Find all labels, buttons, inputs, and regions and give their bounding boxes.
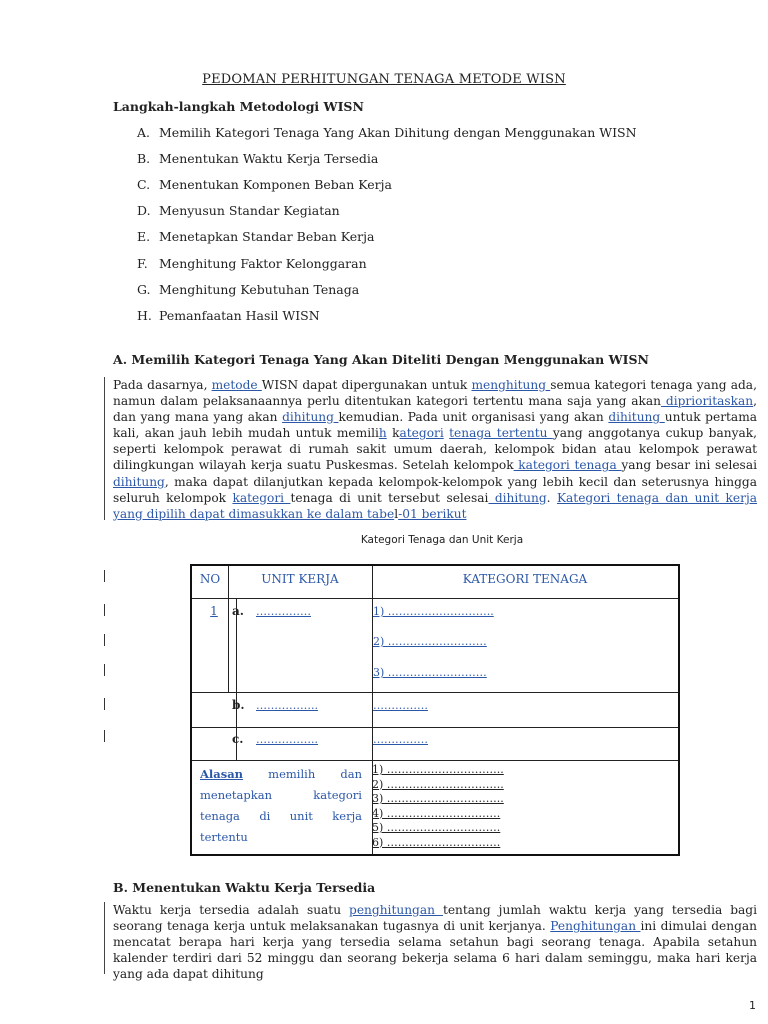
alasan-rest: memilih dan menetapkan kategori tenaga di unit kerja tertentu bbox=[200, 767, 362, 844]
text-run: k bbox=[386, 426, 400, 441]
text-run: . bbox=[546, 490, 557, 505]
sub-label-b: b. bbox=[232, 698, 245, 712]
table-caption: Kategori Tenaga dan Unit Kerja bbox=[360, 534, 524, 546]
kategori-a-2: 2) ……………………… bbox=[373, 635, 487, 648]
step-text: Pemanfaatan Hasil WISN bbox=[159, 308, 320, 323]
page-title: PEDOMAN PERHITUNGAN TENAGA METODE WISN bbox=[202, 72, 566, 87]
text-run: yang anggotanya cukup banyak, seperti kelompok perawat di rumah sakit umum daerah, kelompok bidan atau kelompok perawat dilingkungan wilayah kerja suatu Puskesmas. Setelah kelompok bbox=[113, 426, 758, 473]
inline-link[interactable]: kategori tenaga bbox=[513, 458, 622, 473]
step-item bbox=[137, 151, 378, 166]
section-a-paragraph bbox=[113, 377, 757, 522]
step-text: Menentukan Komponen Beban Kerja bbox=[159, 177, 392, 192]
col-header-no: NO bbox=[199, 572, 221, 586]
revision-mark bbox=[104, 698, 105, 710]
text-run: yang besar ini selesai bbox=[621, 458, 757, 473]
inline-link[interactable]: dihitung bbox=[488, 490, 547, 505]
alasan-item: 1) ………………………….. bbox=[372, 763, 504, 776]
step-letter: H. bbox=[137, 308, 152, 323]
text-run: Pada dasarnya, bbox=[113, 378, 212, 392]
inline-link[interactable]: tenaga tertentu bbox=[449, 426, 553, 441]
row-number: 1 bbox=[210, 604, 218, 618]
text-run: WISN dapat dipergunakan untuk bbox=[261, 378, 472, 392]
unit-c-dots: …………….. bbox=[256, 733, 318, 746]
alasan-list bbox=[372, 763, 504, 850]
alasan-item: 2) ………………………….. bbox=[372, 777, 504, 791]
alasan-text bbox=[200, 764, 362, 848]
kategori-a-1: 1) ……………………….. bbox=[373, 605, 494, 618]
step-letter: A. bbox=[137, 125, 151, 140]
text-run: Waktu kerja tersedia adalah suatu bbox=[113, 903, 350, 917]
step-item bbox=[137, 282, 359, 297]
step-text: Menetapkan Standar Beban Kerja bbox=[159, 229, 375, 244]
step-text: Menyusun Standar Kegiatan bbox=[159, 203, 340, 218]
step-letter: F. bbox=[137, 256, 148, 271]
step-item bbox=[137, 177, 392, 192]
revision-mark bbox=[104, 604, 105, 616]
unit-a-dots: …………… bbox=[256, 605, 311, 618]
unit-kerja-table bbox=[190, 564, 680, 856]
step-letter: B. bbox=[137, 151, 151, 166]
kategori-c-dots: …………… bbox=[373, 733, 428, 746]
page-number: 1 bbox=[749, 999, 756, 1012]
alasan-item: 4) …………………………. bbox=[372, 806, 501, 820]
step-letter: G. bbox=[137, 282, 151, 297]
alasan-item: 3) ………………………….. bbox=[372, 792, 504, 805]
inline-link[interactable]: dihitung bbox=[282, 410, 339, 425]
step-letter: D. bbox=[137, 203, 151, 218]
section-a-heading: A. Memilih Kategori Tenaga Yang Akan Diteliti Dengan Menggunakan WISN bbox=[113, 352, 649, 367]
revision-mark bbox=[104, 664, 105, 676]
step-text: Memilih Kategori Tenaga Yang Akan Dihitung dengan Menggunakan WISN bbox=[159, 125, 637, 140]
revision-bar bbox=[104, 902, 105, 974]
inline-link[interactable]: kategori bbox=[232, 490, 291, 505]
revision-mark bbox=[104, 570, 105, 582]
text-run: ini dimulai dengan mencatat berapa hari kerja yang tersedia selama setahun bagi seorang tenaga. Apabila setahun kalender terdiri dari 52 minggu dan seorang bekerja selama 6 hari dalam seminggu, maka hari kerja yang ada dapat dihitung bbox=[113, 919, 757, 982]
inline-link[interactable]: h bbox=[378, 426, 387, 441]
sub-label-c: c. bbox=[232, 732, 244, 746]
section-b-paragraph bbox=[113, 902, 757, 982]
unit-b-dots: …………….. bbox=[256, 699, 318, 712]
text-run: tenaga di unit tersebut selesai bbox=[290, 490, 489, 505]
revision-mark bbox=[104, 730, 105, 742]
step-text: Menentukan Waktu Kerja Tersedia bbox=[159, 151, 379, 166]
text-run: tentang jumlah waktu kerja yang tersedia bagi seorang tenaga kerja untuk melaksanakan tugasnya di unit kerjanya. bbox=[113, 903, 757, 934]
col-header-unit: UNIT KERJA bbox=[261, 572, 339, 586]
inline-link[interactable]: dihitung bbox=[113, 474, 165, 489]
text-run: kemudian. Pada unit organisasi yang akan bbox=[338, 410, 609, 425]
step-letter: E. bbox=[137, 229, 151, 244]
section-b-heading: B. Menentukan Waktu Kerja Tersedia bbox=[113, 880, 376, 895]
kategori-b-dots: …………… bbox=[373, 699, 428, 712]
inline-link[interactable]: ategori bbox=[399, 426, 444, 441]
col-header-kategori: KATEGORI TENAGA bbox=[462, 572, 588, 586]
inline-link[interactable]: Kategori tenaga dan unit kerja yang dipilih dapat dimasukkan ke dalam tabe bbox=[113, 490, 758, 521]
text-run: l bbox=[394, 506, 399, 521]
revision-mark bbox=[104, 634, 105, 646]
text-run: , dan yang mana yang akan bbox=[113, 394, 757, 425]
inline-link[interactable]: diprioritaskan bbox=[661, 394, 754, 409]
step-text: Menghitung Kebutuhan Tenaga bbox=[159, 282, 360, 297]
step-item bbox=[137, 125, 637, 140]
inline-link[interactable]: penghitungan bbox=[349, 903, 443, 917]
revision-bar bbox=[104, 377, 105, 520]
text-run: , maka dapat dilanjutkan kepada kelompok-kelompok yang lebih kecil dan seterusnya hingga seluruh kelompok bbox=[113, 474, 757, 505]
sub-label-a: a. bbox=[232, 604, 244, 618]
step-item bbox=[137, 203, 340, 218]
step-item bbox=[137, 256, 367, 271]
inline-link[interactable]: -01 berikut bbox=[398, 506, 467, 521]
step-text: Menghitung Faktor Kelonggaran bbox=[159, 256, 367, 271]
step-item bbox=[137, 308, 320, 323]
inline-link[interactable]: metode bbox=[211, 378, 262, 392]
alasan-item: 5) …………………………. bbox=[372, 821, 501, 834]
inline-link[interactable]: Penghitungan bbox=[550, 919, 641, 934]
inline-link[interactable]: menghitung bbox=[471, 378, 551, 392]
alasan-item: 6) …………………………. bbox=[372, 835, 501, 849]
steps-heading: Langkah-langkah Metodologi WISN bbox=[113, 99, 364, 114]
step-item bbox=[137, 229, 374, 244]
kategori-a-3: 3) ……………………… bbox=[373, 666, 487, 679]
text-run: untuk pertama kali, akan jauh lebih mudah untuk memili bbox=[113, 410, 758, 441]
text-run: semua kategori tenaga yang ada, namun dalam pelaksanaannya perlu ditentukan kategori tertentu mana saja yang akan bbox=[113, 378, 757, 409]
inline-link[interactable]: dihitung bbox=[608, 410, 665, 425]
alasan-label: Alasan bbox=[200, 767, 244, 781]
step-letter: C. bbox=[137, 177, 151, 192]
